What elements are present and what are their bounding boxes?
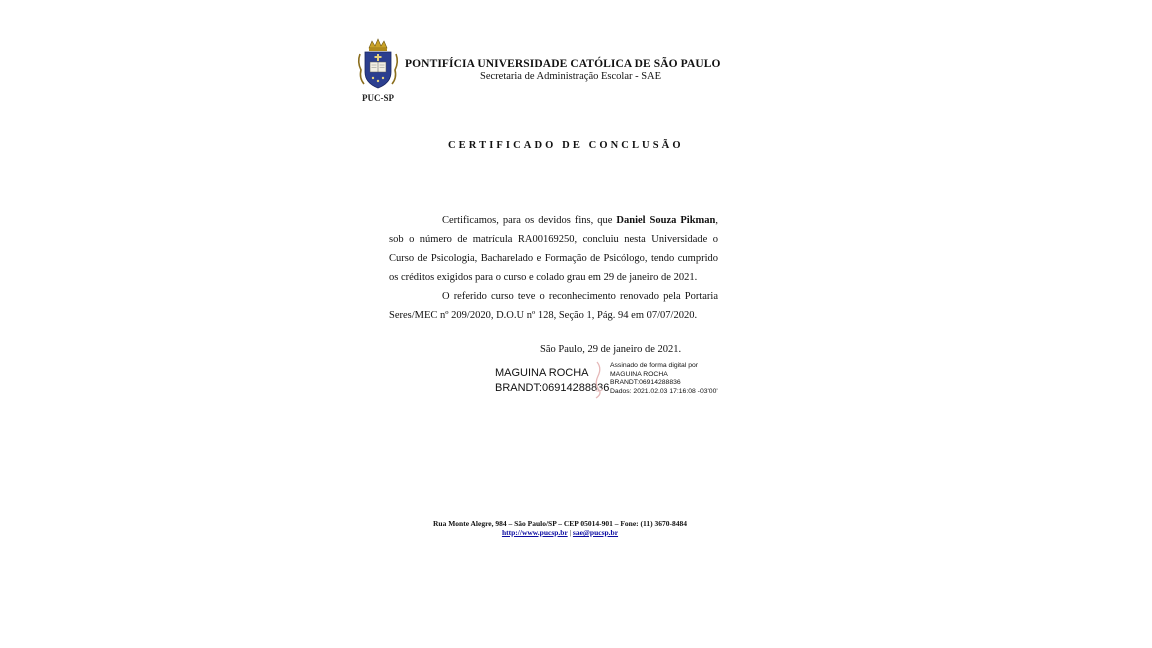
institution-name: PONTIFÍCIA UNIVERSIDADE CATÓLICA DE SÃO PAULO (405, 58, 721, 70)
footer-address: Rua Monte Alegre, 984 – São Paulo/SP – CEP 05014-901 – Fone: (11) 3670-8484 (432, 519, 688, 528)
signature-mark-icon (587, 360, 611, 400)
signature-detail-line-3: BRANDT:06914288836 (610, 379, 681, 386)
certificate-body (389, 211, 718, 325)
signer-name-line-2: BRANDT:06914288836 (495, 381, 610, 394)
footer-links (0, 528, 1120, 537)
coat-of-arms-icon (356, 38, 400, 96)
link-separator: | (569, 528, 572, 537)
signer-name-line-1: MAGUINA ROCHA (495, 367, 589, 379)
website-link[interactable]: http://www.pucsp.br (501, 528, 568, 537)
body-paragraph-1 (389, 211, 718, 287)
department-name: Secretaria de Administração Escolar - SAE (480, 71, 662, 82)
p1-text-after: , sob o número de matrícula RA00169250, concluiu nesta Universidade o Curso de Psicologia, Bacharelado e Formação de Psicólogo, tendo cumprido os créditos exigidos para o curso e colado grau em 29 de janeiro de 2021. (389, 215, 719, 283)
document-title: CERTIFICADO DE CONCLUSÃO (448, 140, 684, 151)
signature-detail-line-1: Assinado de forma digital por (610, 362, 699, 369)
signature-detail-line-2: MAGUINA ROCHA (610, 370, 668, 378)
signature-details (610, 362, 718, 396)
place-and-date: São Paulo, 29 de janeiro de 2021. (540, 344, 682, 355)
email-link[interactable]: sae@pucsp.br (572, 528, 619, 537)
graduate-name: Daniel Souza Pikman (616, 215, 716, 226)
body-paragraph-2: O referido curso teve o reconhecimento renovado pela Portaria Seres/MEC nº 209/2020, D.O.U nº 128, Seção 1, Pág. 94 em 07/07/2020. (389, 291, 718, 321)
p1-text-before: Certificamos, para os devidos fins, que (442, 215, 617, 226)
signature-detail-line-4: Dados: 2021.02.03 17:16:08 -03'00' (610, 387, 718, 395)
logo-caption: PUC-SP (362, 93, 394, 103)
university-logo (356, 38, 400, 104)
